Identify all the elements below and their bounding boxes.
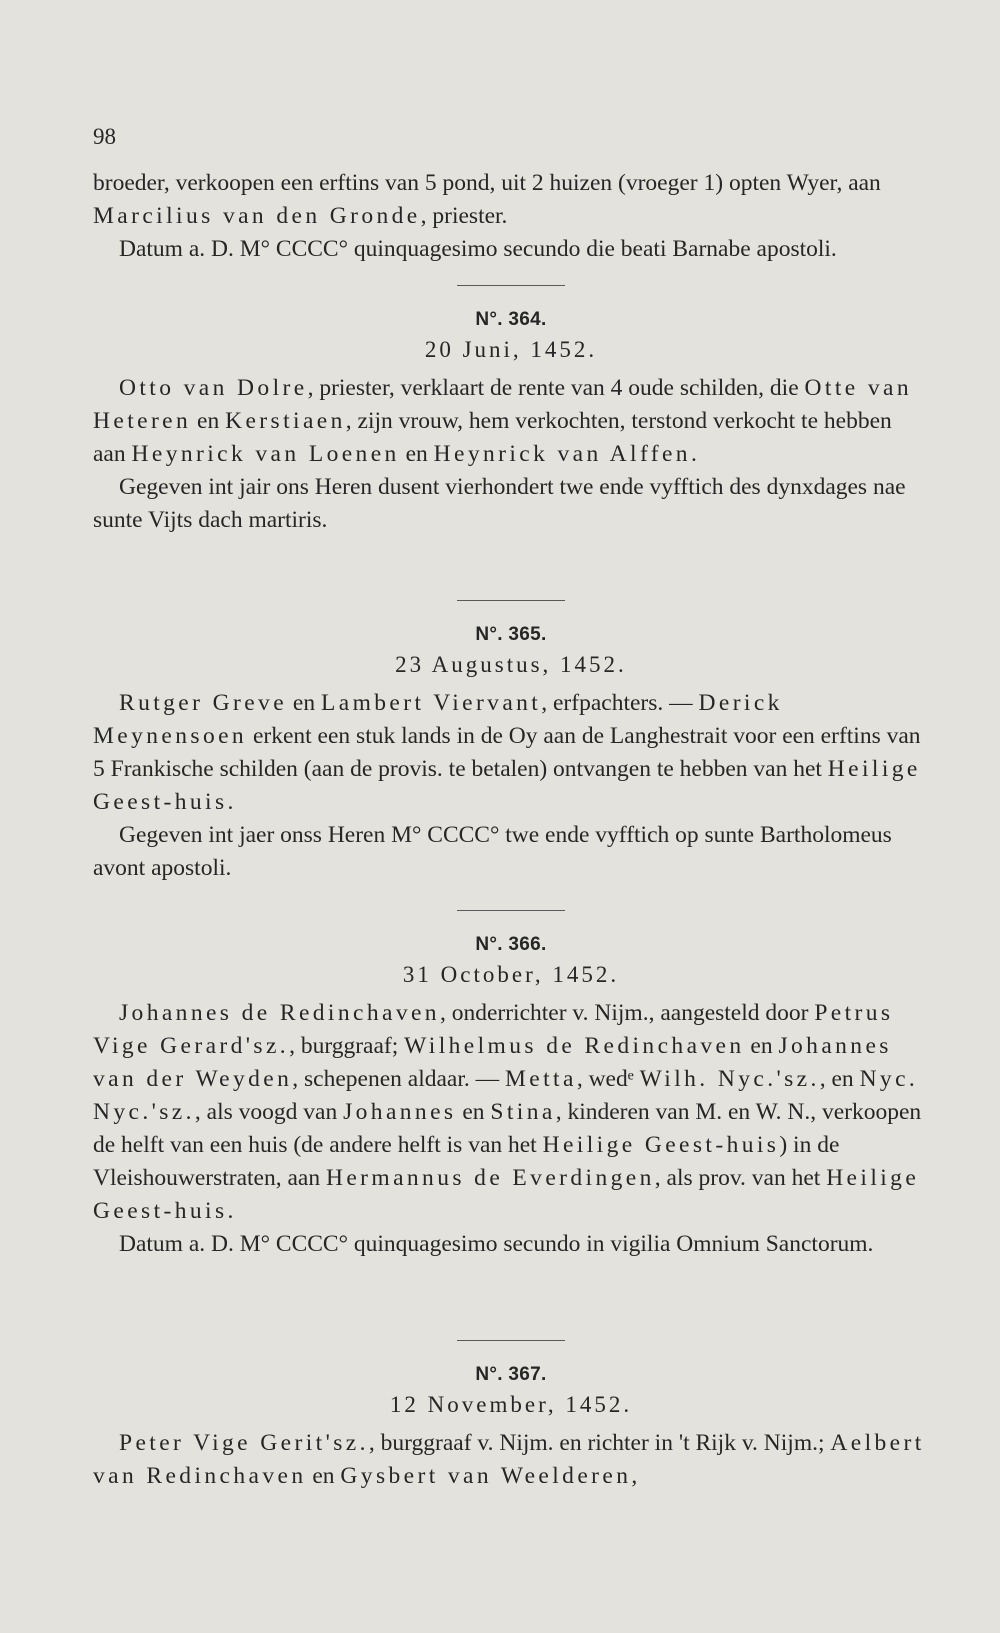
spaced-name: Nyc. Nyc.'sz. [93,1066,919,1125]
separator-rule [457,910,565,911]
spaced-name: Petrus Vige Gerard'sz. [93,1000,894,1059]
text-run: , priester. [420,203,508,229]
text-run: Gegeven int jair ons Heren dusent vierhondert twe ende vyfftich des dynxdages nae sunte Vijts dach martiris. [93,474,906,533]
text-run: en [744,1033,779,1059]
intro-date-paragraph: Datum a. D. M° CCCC° quinquagesimo secundo die beati Barnabe apostoli. [119,236,837,262]
spaced-name: Heynrick van Alffen [433,441,691,467]
spaced-name: Aelbert van Redinchaven [93,1430,925,1489]
spaced-name: Gysbert van Weelderen [340,1463,632,1489]
text-run: ) in de Vleishouwerstraten, aan [93,1132,840,1191]
text-run: , burggraaf; [289,1033,405,1059]
separator-rule [457,285,565,286]
spaced-name: Peter Vige Gerit'sz. [119,1430,369,1456]
spaced-name: Rutger Greve [119,690,288,716]
text-run: , kinderen van M. en W. N., verkoopen de helft van een huis (de andere helft is van het [93,1099,922,1158]
entry-number: N°. 367. [475,1364,547,1385]
separator-rule [457,600,565,601]
text-run: , zijn vrouw, hem verkochten, terstond verkocht te hebben aan [93,408,892,467]
entry-paragraph [93,471,929,537]
text-run: en [456,1099,491,1125]
spaced-name: Stina [490,1099,556,1125]
text-run: , als prov. van het [654,1165,827,1191]
text-run: , als voogd van [194,1099,344,1125]
spaced-name: Lambert Viervant [320,690,542,716]
text-run: , priester, verklaart de rente van 4 oude schilden, die [307,375,805,401]
page-number: 98 [93,124,116,149]
entry-number: N°. 366. [475,934,547,955]
entry-body [93,687,929,885]
spaced-name: Johannes [343,1099,457,1125]
text-run: , wedᵉ [576,1066,640,1092]
entry-paragraph [93,687,929,819]
text-run: Datum a. D. M° CCCC° quinquagesimo secundo in vigilia Omnium Sanctorum. [119,1231,874,1257]
entry-number: N°. 365. [475,624,547,645]
entry-367 [93,1340,929,1493]
entry-date: 23 Augustus, 1452. [395,652,627,677]
text-run: broeder, verkoopen een erftins van 5 pond, uit 2 huizen (vroeger 1) opten Wyer, aan [93,170,881,196]
spaced-name: Heilige Geest-huis [93,756,921,815]
text-run: . [690,441,697,467]
text-run: . [227,1198,234,1224]
text-run: en [287,690,321,716]
entry-366 [93,910,929,1261]
spaced-name: Metta [505,1066,577,1092]
entry-date: 20 Juni, 1452. [424,337,598,362]
spaced-name: Marcilius van den Gronde [93,203,421,229]
entry-364 [93,285,929,537]
intro-paragraph [93,167,929,233]
spaced-name: Otte van Heteren [93,375,912,434]
text-run: , burggraaf v. Nijm. en richter in 't Rijk v. Nijm.; [368,1430,831,1456]
entry-paragraph [93,372,929,471]
text-run: , en [819,1066,860,1092]
separator-rule [457,1340,565,1341]
text-run: erkent een stuk lands in de Oy aan de Langhestrait voor een erftins van 5 Frankische schilden (aan de provis. te betalen) ontvangen te hebben van het [93,723,921,782]
entry-date: 31 October, 1452. [402,962,620,987]
entry-paragraph [93,997,929,1228]
spaced-name: Derick Meynensoen [93,690,783,749]
spaced-name: Kerstiaen [225,408,346,434]
entry-paragraph [93,819,929,885]
spaced-name: Hermannus de Everdingen [325,1165,655,1191]
spaced-name: Wilhelmus de Redinchaven [404,1033,745,1059]
spaced-name: Heilige Geest-huis [542,1132,780,1158]
spaced-name: Wilh. Nyc.'sz. [639,1066,820,1092]
entry-365 [93,600,929,885]
text-run: , schepenen aldaar. — [292,1066,505,1092]
text-run: en [191,408,226,434]
entry-body [93,1427,929,1493]
entry-number: N°. 364. [475,309,547,330]
spaced-name: Johannes van der Weyden [93,1033,892,1092]
text-run: , onderrichter v. Nijm., aangesteld door [439,1000,815,1026]
intro-text [93,167,929,266]
text-run: en [399,441,434,467]
text-run: en [306,1463,341,1489]
entry-body [93,372,929,537]
entry-paragraph [93,1427,929,1493]
entry-body [93,997,929,1261]
text-run: , erfpachters. — [541,690,699,716]
spaced-name: Otto van Dolre [119,375,308,401]
text-run: , [631,1463,638,1489]
entry-paragraph [93,1228,929,1261]
spaced-name: Heynrick van Loenen [131,441,400,467]
spaced-name: Johannes de Redinchaven [119,1000,440,1026]
entry-date: 12 November, 1452. [389,1392,633,1417]
text-run: . [227,789,234,815]
text-run: Gegeven int jaer onss Heren M° CCCC° twe ende vyfftich op sunte Bartholomeus avont apostoli. [93,822,892,881]
spaced-name: Heilige Geest-huis [93,1165,920,1224]
